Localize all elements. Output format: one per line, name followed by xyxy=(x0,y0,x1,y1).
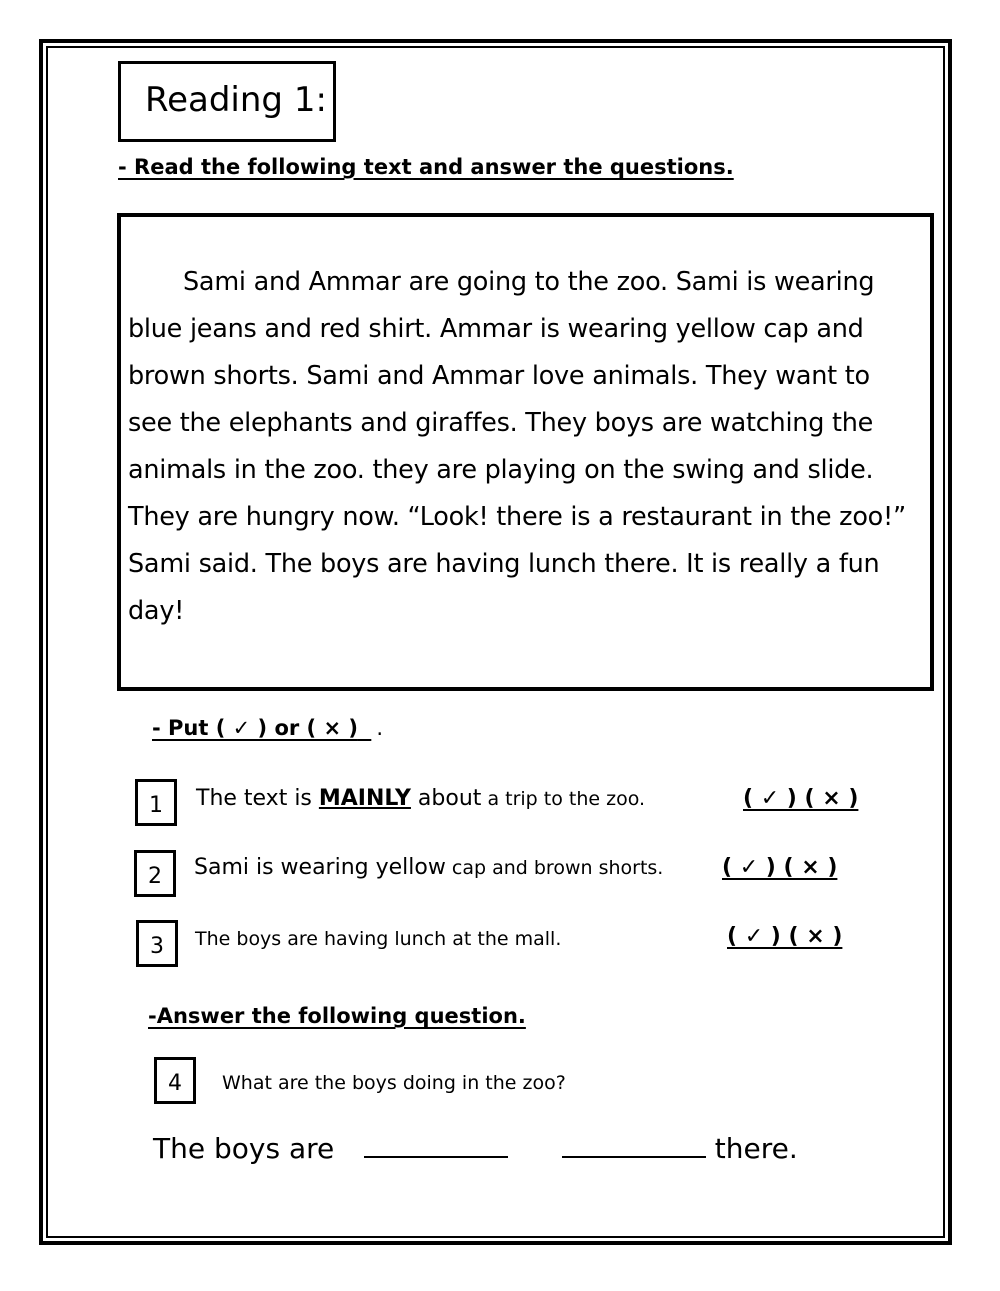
instruction-answer: -Answer the following question. xyxy=(148,1004,526,1028)
question-number-2: 2 xyxy=(134,850,176,897)
passage-text: Sami and Ammar are going to the zoo. Sami is wearing blue jeans and red shirt. Ammar is wearing yellow cap and brown shorts. Sami and Ammar love animals. They want to see the elephants and giraffes. They boys are watching the animals in the zoo. they are playing on the swing and slide. They are hungry now. “Look! there is a restaurant in the zoo!” Sami said. The boys are having lunch there. It is really a fun day! xyxy=(128,267,906,626)
question-number-1: 1 xyxy=(135,779,177,826)
question-3-text: The boys are having lunch at the mall. xyxy=(195,928,562,950)
question-1-marks[interactable]: ( ✓ ) ( × ) xyxy=(743,786,859,811)
instruction-mark-period: . xyxy=(376,716,384,740)
answer-end: there. xyxy=(714,1132,798,1165)
keyword-mainly: MAINLY xyxy=(318,786,411,811)
question-2-marks[interactable]: ( ✓ ) ( × ) xyxy=(722,855,838,880)
page-title: Reading 1: xyxy=(118,61,336,142)
question-1-text: The text is MAINLY about a trip to the zoo. xyxy=(196,786,646,811)
instruction-mark-row xyxy=(152,716,383,740)
question-number-4: 4 xyxy=(154,1057,196,1104)
answer-line xyxy=(153,1132,798,1165)
instruction-read: - Read the following text and answer the questions. xyxy=(118,155,734,179)
instruction-mark: - Put ( ✓ ) or ( × ) xyxy=(152,716,358,740)
question-2-text: Sami is wearing yellow cap and brown shorts. xyxy=(194,855,664,880)
answer-blank-2[interactable] xyxy=(562,1134,706,1158)
question-3-marks[interactable]: ( ✓ ) ( × ) xyxy=(727,924,843,949)
answer-start: The boys are xyxy=(153,1132,335,1165)
reading-passage xyxy=(117,213,934,691)
answer-blank-1[interactable] xyxy=(364,1134,508,1158)
question-4-text: What are the boys doing in the zoo? xyxy=(222,1072,566,1094)
question-number-3: 3 xyxy=(136,920,178,967)
